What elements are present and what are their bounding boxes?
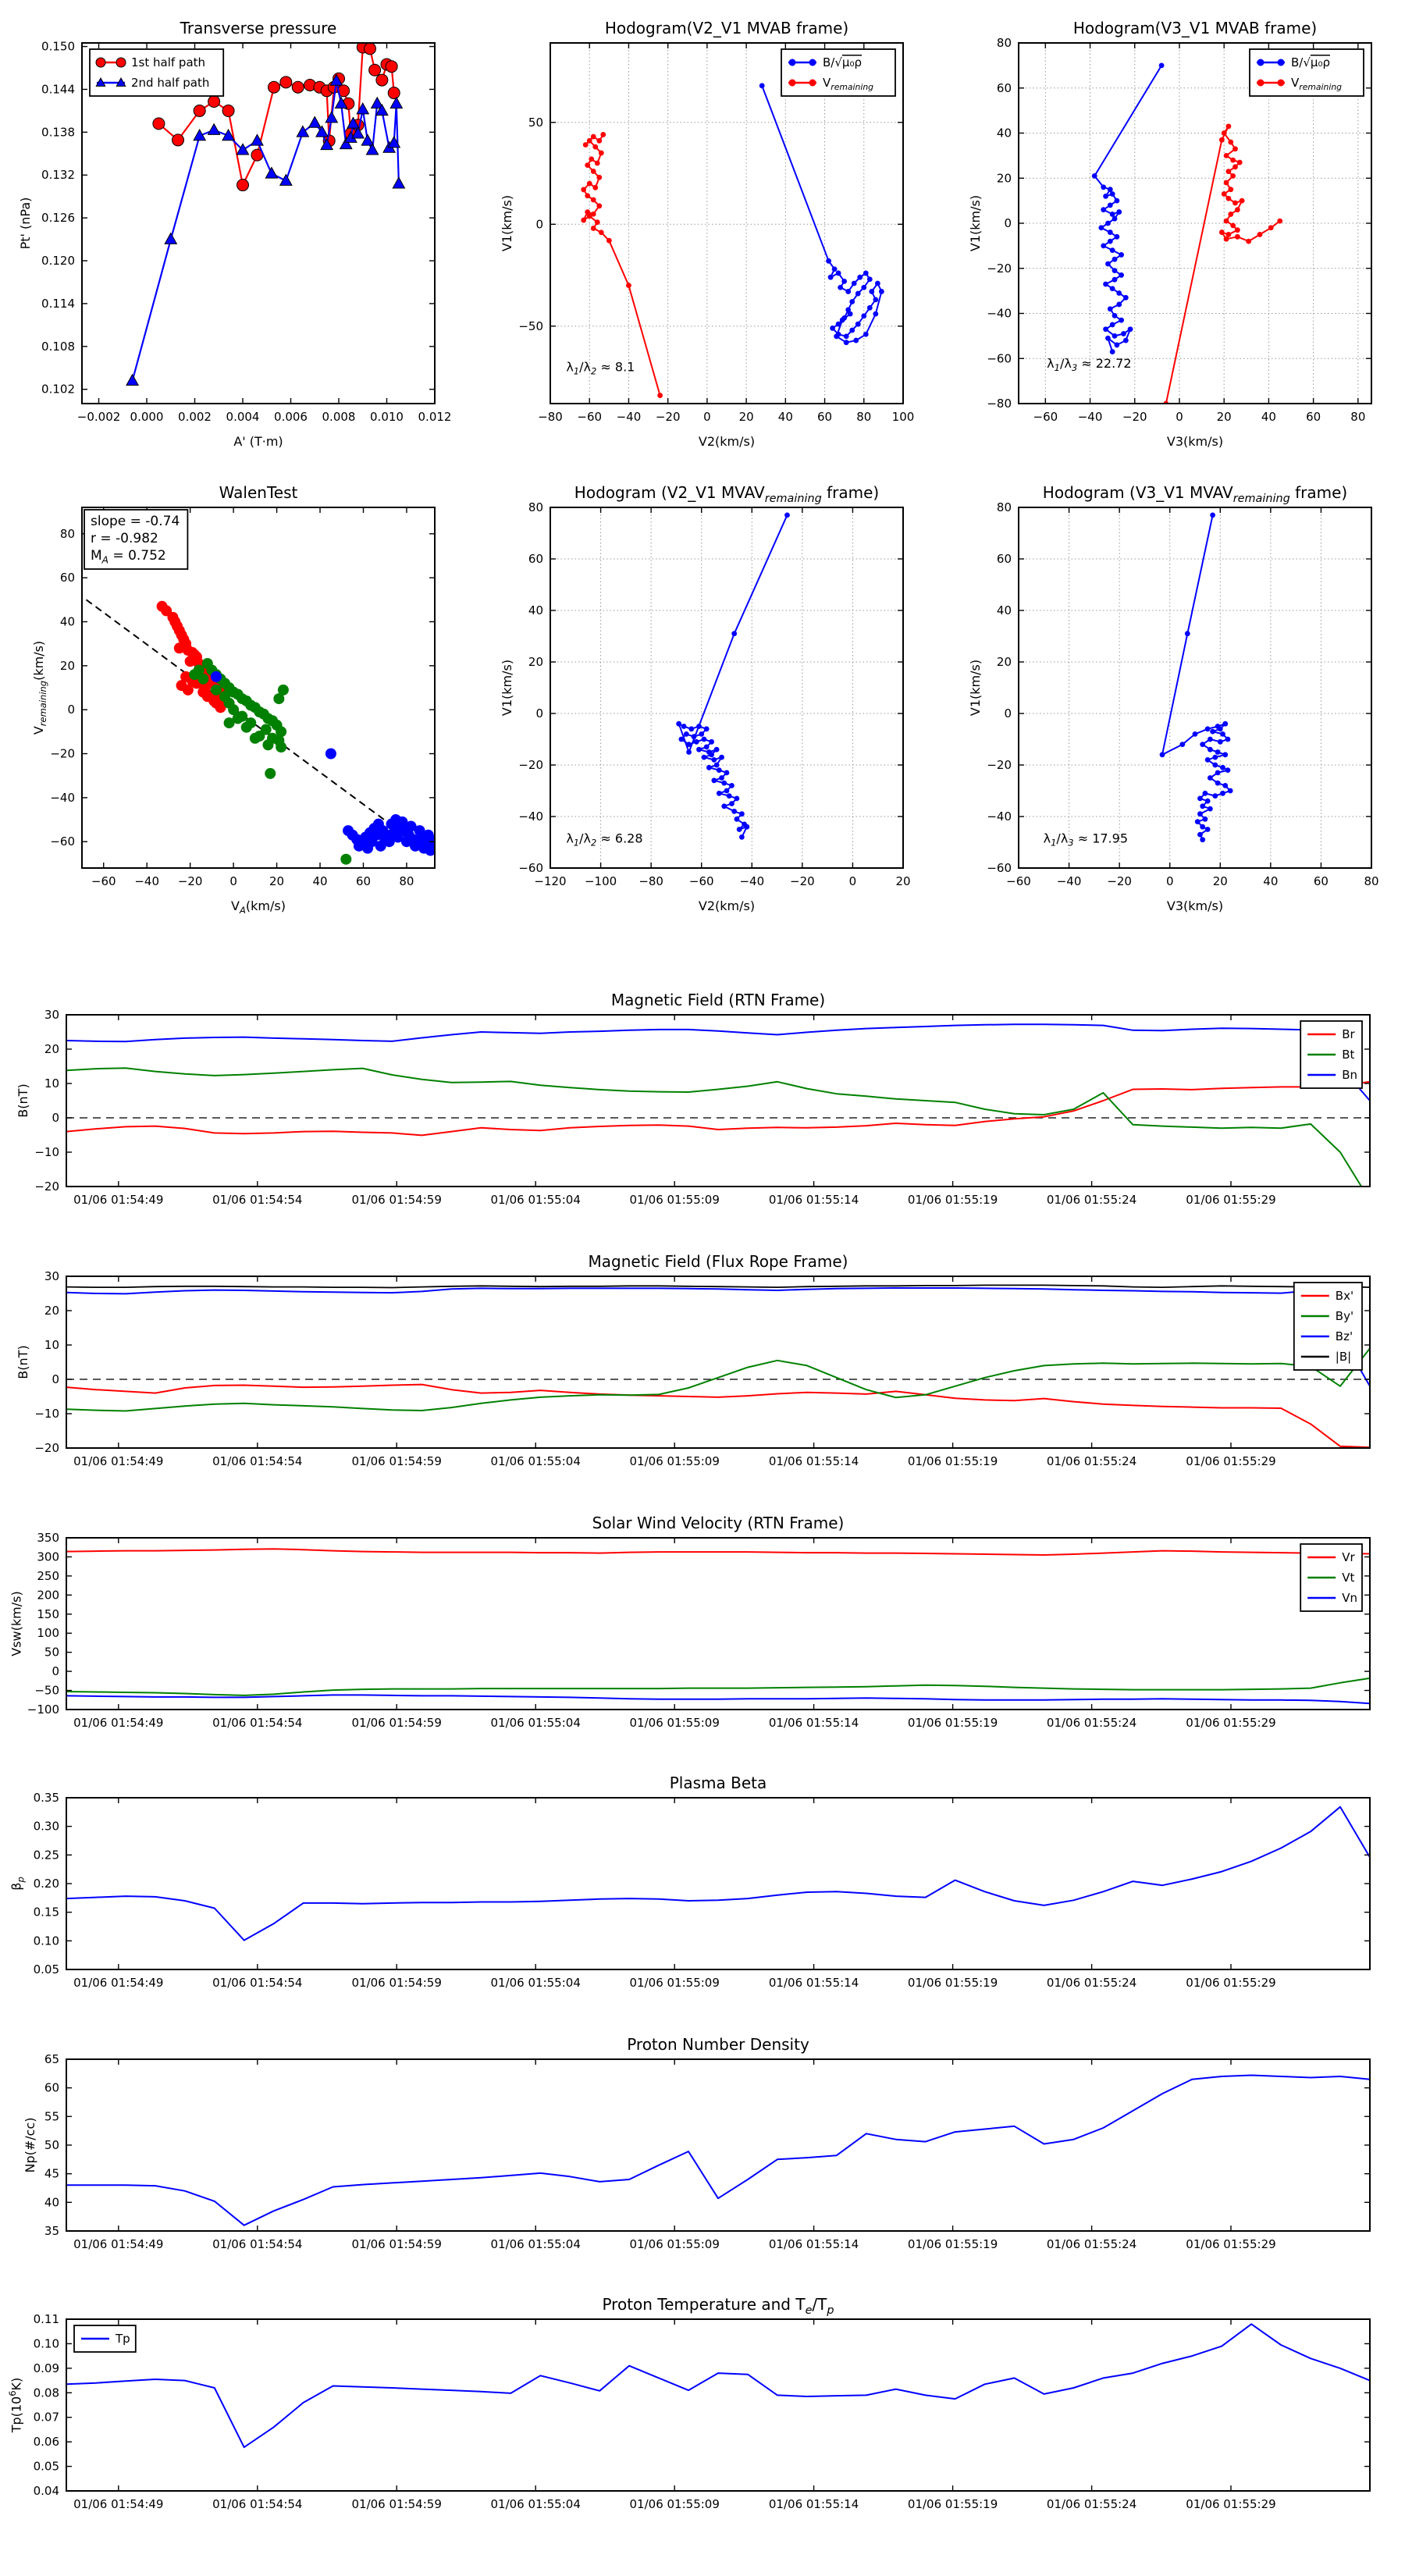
svg-text:0: 0	[1165, 874, 1174, 888]
svg-text:r = -0.982: r = -0.982	[91, 531, 158, 546]
svg-text:01/06 01:55:24: 01/06 01:55:24	[1046, 1193, 1137, 1207]
svg-text:80: 80	[996, 36, 1012, 50]
vsw-title: Solar Wind Velocity (RTN Frame)	[592, 1514, 845, 1532]
chart-solar-wind-velocity	[0, 1503, 1405, 1737]
svg-text:−20: −20	[987, 758, 1012, 772]
svg-text:01/06 01:55:09: 01/06 01:55:09	[629, 2237, 720, 2251]
svg-text:0: 0	[1176, 410, 1183, 424]
svg-text:01/06 01:54:59: 01/06 01:54:59	[351, 1193, 442, 1207]
svg-text:−20: −20	[50, 746, 75, 761]
svg-text:40: 40	[1263, 874, 1279, 888]
svg-text:−100: −100	[27, 1703, 59, 1717]
hodogram_v3v1_mvav-ylabel: V1(km/s)	[968, 659, 984, 717]
svg-text:01/06 01:55:19: 01/06 01:55:19	[907, 2497, 998, 2511]
svg-text:45: 45	[44, 2166, 59, 2181]
svg-text:01/06 01:55:29: 01/06 01:55:29	[1186, 1454, 1276, 1468]
svg-text:01/06 01:54:54: 01/06 01:54:54	[212, 1193, 303, 1207]
svg-text:01/06 01:55:14: 01/06 01:55:14	[768, 1716, 859, 1730]
chart-magnetic-field-flux-rope	[0, 1241, 1405, 1475]
svg-text:40: 40	[312, 874, 328, 888]
chart-hodogram-v3v1-mvab	[937, 6, 1405, 463]
svg-text:−60: −60	[91, 874, 116, 888]
svg-text:40: 40	[1261, 410, 1276, 424]
svg-text:01/06 01:55:24: 01/06 01:55:24	[1046, 2237, 1137, 2251]
svg-text:−80: −80	[538, 410, 563, 424]
svg-text:−60: −60	[688, 874, 714, 888]
chart-walen-test	[0, 464, 468, 921]
hodogram_v2v1_mvav-title: Hodogram (V2_V1 $MVAV_{remaining}$ frame)	[574, 483, 880, 505]
hodogram_v2v1_mvav-svg	[468, 464, 937, 921]
svg-text:0.08: 0.08	[33, 2386, 59, 2400]
mag_fr-legend	[1294, 1283, 1362, 1370]
svg-text:0: 0	[67, 703, 75, 717]
svg-text:01/06 01:55:04: 01/06 01:55:04	[490, 1454, 581, 1468]
svg-text:60: 60	[1313, 874, 1329, 888]
walen_test-xlabel: $V_A(km/s)$	[231, 898, 286, 916]
svg-text:−60: −60	[50, 834, 75, 849]
svg-text:−100: −100	[584, 874, 617, 888]
svg-text:Tp: Tp	[116, 2332, 130, 2346]
svg-text:30: 30	[44, 1269, 59, 1283]
svg-text:0.120: 0.120	[41, 254, 75, 269]
svg-text:01/06 01:55:04: 01/06 01:55:04	[490, 1976, 581, 1990]
svg-text:80: 80	[528, 500, 543, 514]
svg-text:01/06 01:55:14: 01/06 01:55:14	[768, 1976, 859, 1990]
svg-text:60: 60	[996, 80, 1012, 95]
chart-transverse-pressure	[0, 6, 468, 463]
svg-text:01/06 01:54:49: 01/06 01:54:49	[73, 1193, 164, 1207]
hodogram_v3v1_mvav-xlabel: V3(km/s)	[1166, 898, 1224, 913]
svg-text:01/06 01:55:19: 01/06 01:55:19	[907, 1976, 998, 1990]
svg-text:100: 100	[37, 1626, 59, 1641]
svg-text:01/06 01:54:49: 01/06 01:54:49	[73, 2237, 164, 2251]
hodogram_v3v1_mvav-svg	[937, 464, 1405, 921]
np-title: Proton Number Density	[627, 2035, 809, 2054]
svg-text:0.09: 0.09	[33, 2361, 59, 2375]
svg-text:0.04: 0.04	[33, 2484, 59, 2498]
hodogram_v2v1_mvab-xlabel: V2(km/s)	[698, 434, 756, 449]
svg-text:01/06 01:54:49: 01/06 01:54:49	[73, 1716, 164, 1730]
svg-text:35: 35	[44, 2224, 59, 2238]
transverse_pressure-legend	[90, 49, 223, 96]
svg-text:Bx': Bx'	[1335, 1289, 1354, 1303]
svg-text:Vt: Vt	[1342, 1571, 1355, 1585]
svg-text:20: 20	[44, 1304, 59, 1318]
svg-text:Vremaining: $V_{remaining}$	[823, 76, 874, 92]
svg-text:0: 0	[52, 1372, 59, 1386]
svg-text:10: 10	[44, 1076, 59, 1091]
svg-text:−40: −40	[739, 874, 765, 888]
svg-text:01/06 01:55:09: 01/06 01:55:09	[629, 1716, 720, 1730]
svg-text:−20: −20	[655, 410, 681, 424]
svg-text:20: 20	[738, 410, 754, 424]
svg-text:−40: −40	[987, 809, 1012, 824]
svg-text:100: 100	[891, 410, 915, 424]
svg-text:250: 250	[37, 1568, 59, 1583]
hodogram_v2v1_mvab-annotation: $\lambda_1/\lambda_2 \approx 8.1$	[566, 359, 635, 377]
svg-text:0.132: 0.132	[41, 168, 75, 183]
svg-text:0.25: 0.25	[33, 1848, 59, 1863]
tp-ylabel: $Tp(10^6K)$	[6, 2377, 24, 2433]
walen_test-title: WalenTest	[219, 483, 298, 502]
svg-text:−50: −50	[518, 318, 543, 333]
svg-text:0: 0	[52, 1664, 59, 1679]
svg-text:01/06 01:54:54: 01/06 01:54:54	[212, 2237, 303, 2251]
hodogram_v2v1_mvav-ylabel: V1(km/s)	[500, 659, 515, 717]
svg-text:0.144: 0.144	[41, 82, 75, 97]
svg-text:0.102: 0.102	[41, 382, 75, 397]
tp-title: Proton Temperature and $T_e/T_p$	[602, 2295, 834, 2317]
svg-text:−40: −40	[987, 306, 1012, 321]
svg-text:0.002: 0.002	[178, 410, 212, 424]
svg-text:01/06 01:54:49: 01/06 01:54:49	[73, 1976, 164, 1990]
svg-text:0: 0	[848, 874, 857, 888]
svg-text:Br: Br	[1342, 1027, 1355, 1041]
svg-text:−40: −40	[134, 874, 160, 888]
svg-text:0: 0	[703, 410, 711, 424]
chart-magnetic-field-rtn	[0, 980, 1405, 1214]
svg-text:80: 80	[856, 410, 872, 424]
svg-text:0.138: 0.138	[41, 125, 75, 140]
svg-text:01/06 01:55:19: 01/06 01:55:19	[907, 2237, 998, 2251]
svg-text:Bn: Bn	[1342, 1068, 1358, 1082]
svg-text:40: 40	[996, 603, 1012, 617]
svg-text:−60: −60	[1033, 410, 1058, 424]
svg-text:20: 20	[895, 874, 911, 888]
svg-text:1st half path: 1st half path	[131, 55, 206, 69]
svg-text:01/06 01:55:04: 01/06 01:55:04	[490, 2497, 581, 2511]
svg-text:60: 60	[528, 552, 543, 566]
svg-text:20: 20	[996, 171, 1012, 186]
svg-text:01/06 01:54:59: 01/06 01:54:59	[351, 2497, 442, 2511]
svg-text:−20: −20	[1122, 410, 1147, 424]
svg-text:−40: −40	[1056, 874, 1082, 888]
svg-text:30: 30	[44, 1008, 59, 1022]
svg-text:MA = 0.752: $M_A = 0.752$	[91, 548, 166, 566]
svg-text:80: 80	[399, 874, 414, 888]
svg-text:0.012: 0.012	[418, 410, 452, 424]
svg-text:0.114: 0.114	[41, 296, 75, 311]
chart-plasma-beta	[0, 1763, 1405, 1997]
svg-text:20: 20	[528, 655, 543, 669]
svg-text:Bt: Bt	[1342, 1048, 1355, 1062]
svg-text:55: 55	[44, 2109, 59, 2124]
svg-text:200: 200	[37, 1588, 59, 1603]
chart-proton-density	[0, 2024, 1405, 2258]
svg-text:01/06 01:54:59: 01/06 01:54:59	[351, 1454, 442, 1468]
svg-text:01/06 01:55:09: 01/06 01:55:09	[629, 1976, 720, 1990]
svg-text:By': By'	[1335, 1309, 1354, 1323]
svg-text:−0.002: −0.002	[76, 410, 121, 424]
chart-proton-temperature	[0, 2284, 1405, 2518]
svg-text:−20: −20	[1107, 874, 1132, 888]
transverse_pressure-svg	[0, 6, 468, 463]
svg-text:0: 0	[535, 217, 543, 232]
beta-svg	[0, 1763, 1405, 1997]
svg-text:01/06 01:54:49: 01/06 01:54:49	[73, 2497, 164, 2511]
svg-text:01/06 01:55:14: 01/06 01:55:14	[768, 2497, 859, 2511]
svg-text:−40: −40	[1077, 410, 1103, 424]
svg-text:50: 50	[44, 1645, 59, 1660]
chart-hodogram-v2v1-mvab	[468, 6, 937, 463]
vsw-ylabel: Vsw(km/s)	[9, 1591, 24, 1656]
svg-text:01/06 01:55:29: 01/06 01:55:29	[1186, 1193, 1276, 1207]
hodogram_v3v1_mvab-svg	[937, 6, 1405, 463]
svg-text:40: 40	[777, 410, 793, 424]
hodogram_v3v1_mvab-title: Hodogram(V3_V1 MVAB frame)	[1072, 19, 1318, 37]
svg-text:0.006: 0.006	[274, 410, 308, 424]
svg-text:40: 40	[44, 2195, 59, 2210]
svg-text:01/06 01:55:19: 01/06 01:55:19	[907, 1716, 998, 1730]
svg-text:2nd half path: 2nd half path	[131, 76, 210, 90]
svg-text:−40: −40	[518, 809, 543, 824]
svg-text:10: 10	[44, 1338, 59, 1352]
svg-text:−40: −40	[616, 410, 642, 424]
svg-text:B/√μ₀ρ: B/√μ₀ρ	[1291, 55, 1330, 69]
svg-text:60: 60	[1306, 410, 1321, 424]
svg-text:01/06 01:54:59: 01/06 01:54:59	[351, 1716, 442, 1730]
chart-hodogram-v3v1-mvav	[937, 464, 1405, 921]
svg-text:01/06 01:54:54: 01/06 01:54:54	[212, 1976, 303, 1990]
svg-text:60: 60	[59, 571, 75, 585]
svg-text:0.11: 0.11	[33, 2312, 59, 2326]
svg-text:60: 60	[817, 410, 833, 424]
hodogram_v2v1_mvab-title: Hodogram(V2_V1 MVAB frame)	[604, 19, 849, 37]
hodogram_v3v1_mvab-legend	[1250, 49, 1364, 96]
svg-text:60: 60	[996, 552, 1012, 566]
svg-text:80: 80	[59, 526, 75, 541]
svg-text:01/06 01:55:09: 01/06 01:55:09	[629, 1454, 720, 1468]
svg-text:80: 80	[996, 500, 1012, 514]
vsw-legend	[1300, 1544, 1362, 1611]
svg-text:−20: −20	[177, 874, 203, 888]
svg-text:01/06 01:55:09: 01/06 01:55:09	[629, 1193, 720, 1207]
svg-text:−20: −20	[34, 1179, 59, 1194]
svg-text:Bz': Bz'	[1335, 1329, 1353, 1343]
svg-text:0: 0	[1004, 706, 1012, 720]
svg-text:01/06 01:54:54: 01/06 01:54:54	[212, 1716, 303, 1730]
svg-text:01/06 01:55:29: 01/06 01:55:29	[1186, 1716, 1276, 1730]
svg-text:01/06 01:54:59: 01/06 01:54:59	[351, 2237, 442, 2251]
svg-text:|B|: |B|	[1335, 1350, 1352, 1364]
walen_test-infobox	[84, 510, 187, 569]
svg-text:01/06 01:55:24: 01/06 01:55:24	[1046, 1976, 1137, 1990]
svg-text:40: 40	[996, 126, 1012, 141]
svg-text:−60: −60	[987, 351, 1012, 366]
svg-text:−40: −40	[50, 790, 75, 805]
hodogram_v3v1_mvav-title: Hodogram (V3_V1 $MVAV_{remaining}$ frame)	[1042, 483, 1348, 505]
svg-text:20: 20	[269, 874, 285, 888]
transverse_pressure-xlabel: A' (T·m)	[233, 434, 283, 449]
svg-text:−60: −60	[577, 410, 603, 424]
svg-text:01/06 01:54:54: 01/06 01:54:54	[212, 2497, 303, 2511]
svg-text:01/06 01:55:14: 01/06 01:55:14	[768, 1454, 859, 1468]
svg-text:20: 20	[1212, 874, 1228, 888]
hodogram_v3v1_mvab-annotation: $\lambda_1/\lambda_3 \approx 22.72$	[1047, 355, 1132, 373]
svg-text:0.10: 0.10	[33, 1934, 59, 1948]
svg-text:50: 50	[44, 2138, 59, 2152]
svg-text:01/06 01:55:29: 01/06 01:55:29	[1186, 1976, 1276, 1990]
beta-title: Plasma Beta	[669, 1774, 767, 1792]
hodogram_v2v1_mvav-xlabel: V2(km/s)	[698, 898, 756, 913]
np-svg	[0, 2024, 1405, 2258]
svg-text:0.20: 0.20	[33, 1877, 59, 1891]
svg-text:65: 65	[44, 2052, 59, 2066]
hodogram_v2v1_mvab-ylabel: V1(km/s)	[500, 194, 515, 252]
svg-text:−60: −60	[987, 861, 1012, 875]
svg-text:−20: −20	[987, 261, 1012, 276]
svg-text:20: 20	[996, 655, 1012, 669]
mag_rtn-ylabel: B(nT)	[16, 1083, 31, 1118]
svg-text:0: 0	[535, 706, 543, 720]
svg-text:slope = -0.74: slope = -0.74	[91, 514, 180, 529]
svg-text:0: 0	[1004, 216, 1012, 230]
svg-text:20: 20	[1216, 410, 1232, 424]
svg-text:0.126: 0.126	[41, 211, 75, 226]
hodogram_v3v1_mvab-ylabel: V1(km/s)	[968, 194, 984, 252]
np-ylabel: Np(#/cc)	[22, 2117, 37, 2173]
svg-text:50: 50	[528, 115, 543, 130]
svg-text:0.010: 0.010	[370, 410, 404, 424]
svg-text:01/06 01:55:14: 01/06 01:55:14	[768, 1193, 859, 1207]
svg-text:80: 80	[1364, 874, 1379, 888]
transverse_pressure-title: Transverse pressure	[180, 19, 337, 37]
svg-text:40: 40	[528, 603, 543, 617]
svg-text:0.108: 0.108	[41, 339, 75, 354]
tp-legend	[74, 2325, 136, 2352]
mag_fr-title: Magnetic Field (Flux Rope Frame)	[588, 1252, 848, 1271]
walen_test-svg	[0, 464, 468, 921]
svg-text:20: 20	[59, 658, 75, 673]
svg-text:01/06 01:55:09: 01/06 01:55:09	[629, 2497, 720, 2511]
svg-text:−10: −10	[34, 1145, 59, 1159]
svg-text:01/06 01:54:59: 01/06 01:54:59	[351, 1976, 442, 1990]
svg-text:01/06 01:55:04: 01/06 01:55:04	[490, 1193, 581, 1207]
svg-text:60: 60	[44, 2080, 59, 2095]
svg-text:−60: −60	[1006, 874, 1031, 888]
svg-text:0.004: 0.004	[226, 410, 260, 424]
hodogram_v3v1_mvav-annotation: $\lambda_1/\lambda_3 \approx 17.95$	[1043, 831, 1129, 849]
svg-text:Vr: Vr	[1342, 1550, 1355, 1564]
svg-text:0.07: 0.07	[33, 2410, 59, 2425]
svg-text:0.15: 0.15	[33, 1905, 59, 1920]
svg-text:60: 60	[355, 874, 372, 888]
svg-text:Vremaining: $V_{remaining}$	[1291, 76, 1343, 92]
tp-svg	[0, 2284, 1405, 2518]
svg-text:150: 150	[37, 1606, 59, 1621]
beta-ylabel: $\beta_p$	[9, 1877, 27, 1891]
svg-text:−20: −20	[790, 874, 815, 888]
mag_rtn-svg	[0, 980, 1405, 1214]
svg-text:01/06 01:55:24: 01/06 01:55:24	[1046, 2497, 1137, 2511]
svg-text:01/06 01:55:29: 01/06 01:55:29	[1186, 2497, 1276, 2511]
svg-text:−20: −20	[518, 758, 543, 772]
svg-text:0.008: 0.008	[322, 410, 356, 424]
svg-text:01/06 01:55:04: 01/06 01:55:04	[490, 2237, 581, 2251]
mag_fr-ylabel: B(nT)	[16, 1345, 31, 1379]
svg-text:−80: −80	[987, 397, 1012, 411]
svg-text:−20: −20	[34, 1441, 59, 1455]
chart-hodogram-v2v1-mvav	[468, 464, 937, 921]
svg-text:01/06 01:55:29: 01/06 01:55:29	[1186, 2237, 1276, 2251]
svg-text:80: 80	[1350, 410, 1366, 424]
svg-text:−60: −60	[518, 861, 543, 875]
svg-text:−120: −120	[534, 874, 567, 888]
svg-text:0.05: 0.05	[33, 2459, 59, 2474]
svg-text:0.10: 0.10	[33, 2336, 59, 2351]
svg-text:0.05: 0.05	[33, 1962, 59, 1976]
svg-text:350: 350	[37, 1531, 59, 1545]
svg-text:01/06 01:55:19: 01/06 01:55:19	[907, 1454, 998, 1468]
svg-text:01/06 01:54:54: 01/06 01:54:54	[212, 1454, 303, 1468]
svg-text:−50: −50	[34, 1683, 59, 1698]
svg-text:01/06 01:55:19: 01/06 01:55:19	[907, 1193, 998, 1207]
hodogram_v2v1_mvab-svg	[468, 6, 937, 463]
transverse_pressure-ylabel: Pt' (nPa)	[18, 197, 33, 250]
mag_rtn-title: Magnetic Field (RTN Frame)	[610, 991, 826, 1009]
mag_fr-svg	[0, 1241, 1405, 1475]
svg-text:Vn: Vn	[1342, 1591, 1357, 1605]
svg-text:0.35: 0.35	[33, 1791, 59, 1805]
svg-text:0.30: 0.30	[33, 1819, 59, 1834]
walen_test-ylabel: $V_{remaining}(km/s)$	[31, 640, 49, 735]
svg-text:20: 20	[44, 1042, 59, 1056]
hodogram_v2v1_mvab-legend	[781, 49, 895, 96]
svg-text:01/06 01:55:04: 01/06 01:55:04	[490, 1716, 581, 1730]
vsw-svg	[0, 1503, 1405, 1737]
svg-text:0.150: 0.150	[41, 39, 75, 54]
svg-text:300: 300	[37, 1550, 59, 1564]
svg-text:01/06 01:55:14: 01/06 01:55:14	[768, 2237, 859, 2251]
hodogram_v3v1_mvab-xlabel: V3(km/s)	[1166, 434, 1224, 449]
svg-text:0: 0	[52, 1111, 59, 1125]
mag_rtn-legend	[1300, 1021, 1362, 1088]
svg-text:0.06: 0.06	[33, 2435, 59, 2450]
svg-text:01/06 01:55:24: 01/06 01:55:24	[1046, 1716, 1137, 1730]
svg-text:0: 0	[229, 874, 237, 888]
svg-text:−10: −10	[34, 1407, 59, 1421]
svg-text:01/06 01:54:49: 01/06 01:54:49	[73, 1454, 164, 1468]
svg-text:0.000: 0.000	[130, 410, 164, 424]
svg-text:01/06 01:55:24: 01/06 01:55:24	[1046, 1454, 1137, 1468]
svg-text:40: 40	[59, 614, 75, 629]
hodogram_v2v1_mvav-annotation: $\lambda_1/\lambda_2 \approx 6.28$	[566, 831, 643, 849]
svg-text:B/√μ₀ρ: B/√μ₀ρ	[823, 55, 862, 69]
svg-text:−80: −80	[638, 874, 663, 888]
